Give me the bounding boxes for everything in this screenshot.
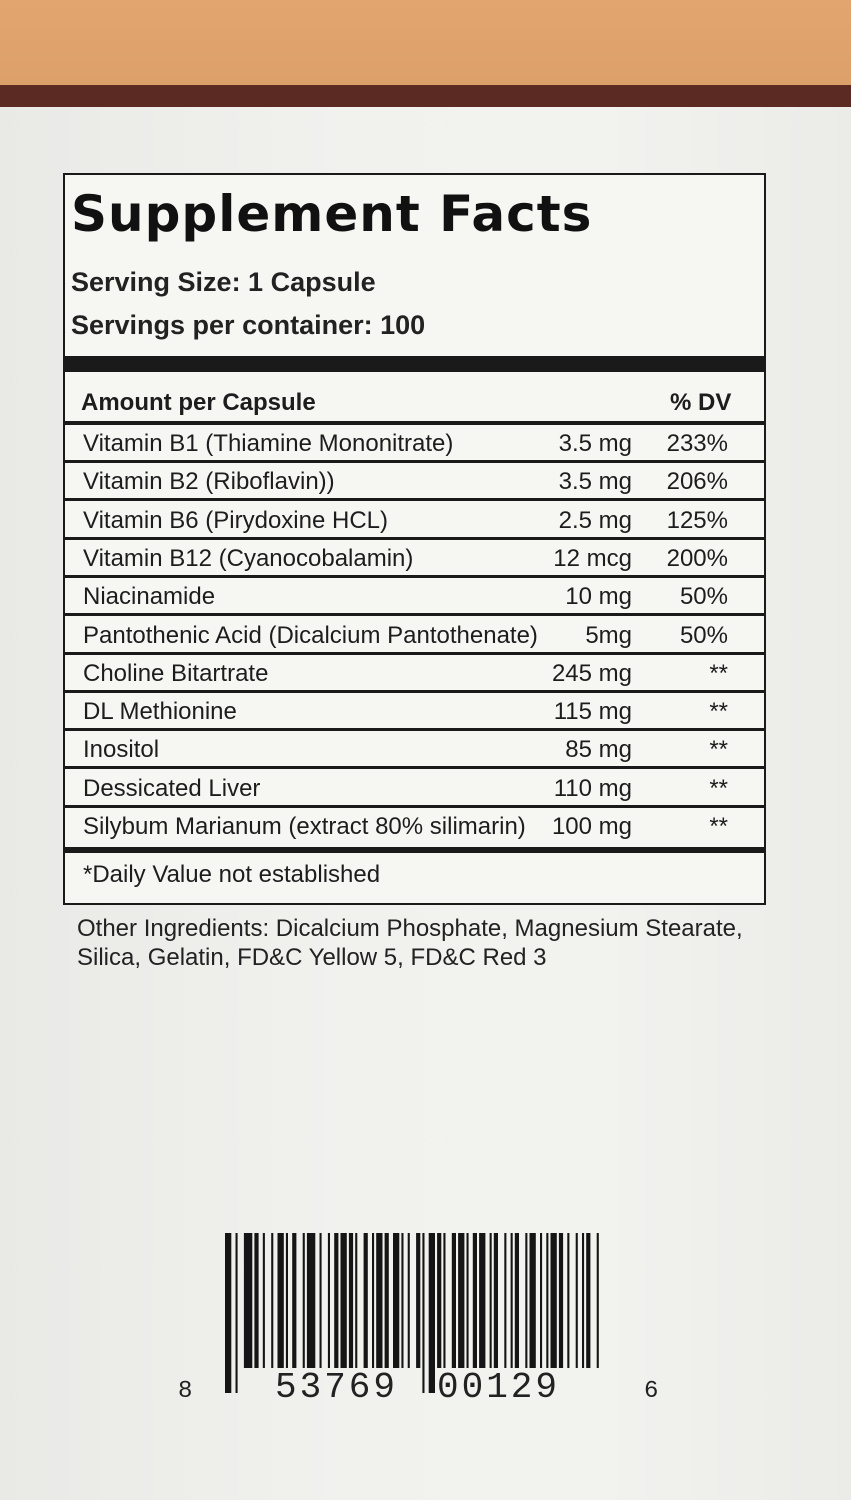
nutrient-name: Choline Bitartrate bbox=[83, 659, 269, 687]
barcode-bar bbox=[334, 1233, 338, 1368]
barcode-bar bbox=[328, 1233, 330, 1368]
nutrient-daily-value: 233% bbox=[666, 430, 728, 457]
nutrient-daily-value: ** bbox=[709, 698, 728, 726]
barcode-bar bbox=[254, 1233, 258, 1368]
brown-stripe bbox=[0, 85, 851, 107]
barcode-bar bbox=[559, 1233, 563, 1368]
barcode-bar bbox=[278, 1233, 284, 1368]
nutrient-daily-value: ** bbox=[709, 659, 728, 687]
barcode-bar bbox=[225, 1233, 231, 1393]
barcode-bar bbox=[546, 1233, 548, 1368]
nutrient-amount: 110 mg bbox=[553, 774, 632, 802]
barcode-bar bbox=[567, 1233, 569, 1368]
footnote-divider bbox=[65, 847, 764, 853]
barcode-bar bbox=[530, 1233, 536, 1368]
barcode-bar bbox=[582, 1233, 584, 1368]
nutrient-row bbox=[65, 693, 764, 731]
nutrient-name: Niacinamide bbox=[83, 583, 216, 611]
barcode-bar bbox=[292, 1233, 296, 1368]
barcode-bar bbox=[479, 1233, 485, 1368]
barcode-bar bbox=[511, 1233, 513, 1368]
barcode-bar bbox=[452, 1233, 456, 1368]
barcode-bar bbox=[236, 1233, 238, 1393]
barcode-bar bbox=[286, 1233, 288, 1368]
barcode-bar bbox=[494, 1233, 498, 1368]
nutrient-name: DL Methionine bbox=[83, 698, 237, 726]
nutrient-daily-value: 50% bbox=[679, 583, 728, 611]
barcode-bar bbox=[364, 1233, 368, 1368]
barcode-bar bbox=[271, 1233, 273, 1368]
nutrient-daily-value: 206% bbox=[666, 468, 728, 496]
serving-size: Serving Size: 1 Capsule bbox=[71, 267, 376, 297]
barcode-bar bbox=[408, 1233, 410, 1368]
nutrient-name: Dessicated Liver bbox=[83, 774, 261, 802]
barcode-bar bbox=[341, 1233, 347, 1368]
nutrient-amount: 12 mcg bbox=[553, 544, 632, 572]
nutrient-daily-value: 125% bbox=[666, 506, 728, 534]
nutrient-amount: 115 mg bbox=[553, 698, 632, 726]
nutrient-name: Silybum Marianum (extract 80% silimarin) bbox=[83, 813, 526, 840]
barcode-bar bbox=[540, 1233, 542, 1368]
nutrient-name: Vitamin B1 (Thiamine Mononitrate) bbox=[83, 430, 454, 457]
barcode-bar bbox=[490, 1233, 492, 1368]
barcode-bar bbox=[515, 1233, 519, 1368]
nutrient-amount: 85 mg bbox=[565, 736, 632, 764]
nutrient-row bbox=[65, 770, 764, 808]
barcode-bar bbox=[303, 1233, 305, 1368]
barcode-bar bbox=[504, 1233, 506, 1368]
nutrient-daily-value: ** bbox=[709, 736, 728, 764]
barcode-bar bbox=[376, 1233, 382, 1368]
nutrient-row bbox=[65, 655, 764, 693]
barcode-bar bbox=[263, 1233, 265, 1368]
barcode-bar bbox=[586, 1233, 590, 1368]
nutrient-daily-value: ** bbox=[709, 774, 728, 802]
barcode-bar bbox=[320, 1233, 322, 1368]
servings-per-container: Servings per container: 100 bbox=[71, 310, 426, 340]
nutrient-amount: 2.5 mg bbox=[558, 506, 632, 534]
barcode-last-digit: 6 bbox=[644, 1378, 659, 1405]
barcode-bar bbox=[416, 1233, 420, 1368]
amount-per-capsule-header: Amount per Capsule bbox=[81, 389, 316, 416]
barcode-bar bbox=[473, 1233, 477, 1368]
other-ingredients-text: Other Ingredients: Dicalcium Phosphate, Magnesium Stearate, Silica, Gelatin, FD&C Yellow 5, FD&C Red 3 bbox=[77, 915, 743, 971]
barcode-bar bbox=[385, 1233, 389, 1368]
supplement-facts-panel bbox=[63, 173, 766, 905]
nutrient-amount: 3.5 mg bbox=[558, 430, 632, 457]
barcode-bar bbox=[393, 1233, 399, 1368]
nutrient-row bbox=[65, 502, 764, 540]
nutrient-amount: 5mg bbox=[585, 621, 632, 649]
nutrient-daily-value: 200% bbox=[666, 544, 728, 572]
barcode-right-digits: 00129 bbox=[437, 1367, 561, 1408]
barcode-bar bbox=[429, 1233, 435, 1393]
barcode-first-digit: 8 bbox=[178, 1378, 193, 1405]
barcode-bar bbox=[349, 1233, 353, 1368]
barcode-bar bbox=[467, 1233, 469, 1368]
nutrient-row bbox=[65, 463, 764, 501]
thick-divider bbox=[65, 356, 764, 372]
barcode-bar bbox=[372, 1233, 374, 1368]
orange-top-band bbox=[0, 0, 851, 85]
facts-title: Supplement Facts bbox=[71, 185, 593, 243]
barcode-bar bbox=[422, 1233, 424, 1393]
daily-value-header: % DV bbox=[670, 389, 732, 416]
barcode-bar bbox=[525, 1233, 527, 1368]
barcode-bar bbox=[443, 1233, 445, 1368]
barcode-left-digits: 53769 bbox=[275, 1367, 399, 1408]
nutrient-name: Vitamin B6 (Pirydoxine HCL) bbox=[83, 506, 389, 534]
nutrient-row bbox=[65, 540, 764, 578]
barcode-bar bbox=[551, 1233, 557, 1368]
nutrient-name: Vitamin B12 (Cyanocobalamin) bbox=[83, 544, 414, 572]
nutrient-amount: 100 mg bbox=[551, 813, 632, 840]
nutrient-name: Pantothenic Acid (Dicalcium Pantothenate) bbox=[83, 621, 538, 649]
nutrient-amount: 3.5 mg bbox=[558, 468, 632, 496]
nutrient-daily-value: 50% bbox=[679, 621, 728, 649]
barcode-bar bbox=[355, 1233, 357, 1368]
nutrient-daily-value: ** bbox=[709, 813, 728, 840]
nutrient-row bbox=[65, 425, 764, 463]
nutrient-row bbox=[65, 731, 764, 769]
barcode-bar bbox=[437, 1233, 441, 1368]
barcode-bar bbox=[576, 1233, 578, 1368]
nutrient-row bbox=[65, 578, 764, 616]
nutrient-row bbox=[65, 808, 764, 846]
barcode-bar bbox=[307, 1233, 315, 1368]
barcode bbox=[170, 1225, 670, 1405]
barcode-bar bbox=[401, 1233, 403, 1368]
nutrient-row bbox=[65, 617, 764, 655]
daily-value-footnote: *Daily Value not established bbox=[83, 861, 381, 888]
nutrient-amount: 245 mg bbox=[551, 659, 632, 687]
barcode-bar bbox=[458, 1233, 464, 1368]
nutrient-amount: 10 mg bbox=[565, 583, 632, 611]
barcode-bar bbox=[244, 1233, 252, 1368]
nutrient-name: Inositol bbox=[83, 736, 160, 764]
barcode-bar bbox=[597, 1233, 599, 1368]
nutrient-name: Vitamin B2 (Riboflavin)) bbox=[83, 468, 335, 496]
